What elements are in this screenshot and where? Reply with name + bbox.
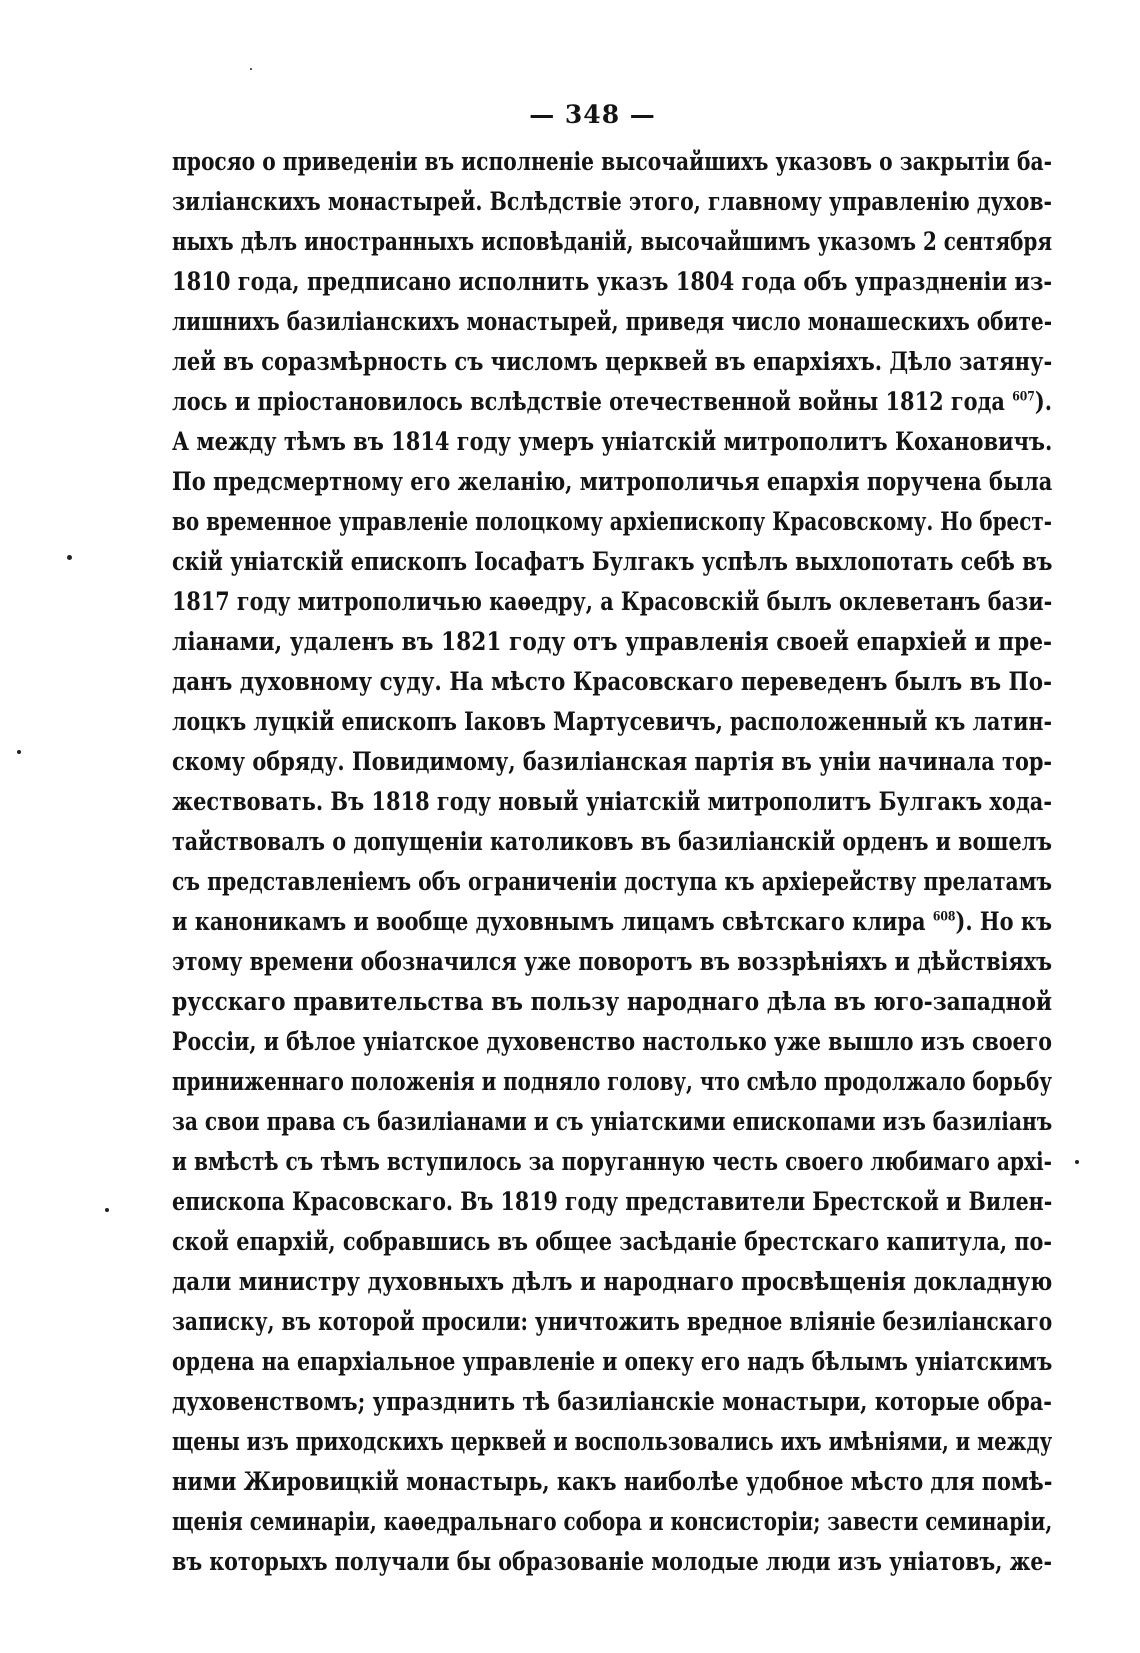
text-line: и вмѣстѣ съ тѣмъ вступилось за поруганную честь своего любимаго архi- (172, 1147, 1052, 1176)
text-line: за свои права съ базилiанами и съ унiатскими епископами изъ базилiанъ (172, 1107, 1053, 1136)
text-line: тайствовалъ о допущенiи католиковъ въ базилiанскiй орденъ и вошелъ (172, 827, 1052, 856)
text-line: дали министру духовныхъ дѣлъ и народнаго просвѣщенiя докладную (172, 1267, 1053, 1296)
text-line: жествовать. Въ 1818 году новый унiатскiй митрополитъ Булгакъ хода- (172, 787, 1052, 816)
text-line: епископа Красовскаго. Въ 1819 году представители Брестской и Вилен- (172, 1187, 1053, 1216)
text-line: ордена на епархiальное управленiе и опеку его надъ бѣлымъ унiатскимъ (172, 1347, 1053, 1376)
text-line: А между тѣмъ въ 1814 году умеръ унiатскiй митрополитъ Кохановичъ. (172, 427, 1053, 456)
footnote-ref-607: 607 (1012, 389, 1035, 405)
scan-speck (250, 68, 252, 70)
text-line: просяо о приведенiи въ исполненiе высочайшихъ указовъ о закрытiи ба- (172, 147, 1052, 176)
scan-speck (105, 1208, 109, 1212)
scan-speck (67, 555, 72, 560)
text-line: щены изъ приходскихъ церквей и воспользовались ихъ имѣнiями, и между (172, 1427, 1053, 1456)
text-line: По предсмертному его желанiю, митрополичья епархiя поручена была (172, 467, 1053, 496)
scan-speck (17, 750, 21, 754)
text-line: съ представленiемъ объ ограниченiи доступа къ архiерейству прелатамъ (172, 867, 1052, 896)
text-line: записку, въ которой просили: уничтожить вредное влiянiе безилiанскаго (172, 1307, 1053, 1336)
text-line: приниженнаго положенiя и подняло голову, что смѣло продолжало борьбу (172, 1067, 1053, 1096)
text-line-with-footnote (172, 382, 1052, 422)
text-line: зилiанскихъ монастырей. Вслѣдствiе этого, главному управленiю духов- (172, 187, 1053, 216)
text-line: лей въ соразмѣрность съ числомъ церквей въ епархiяхъ. Дѣло затяну- (172, 347, 1053, 376)
text-line: ныхъ дѣлъ иностранныхъ исповѣданiй, высочайшимъ указомъ 2 сентября (172, 227, 1053, 256)
text-line: ними Жировицкiй монастырь, какъ наиболѣе удобное мѣсто для помѣ- (172, 1467, 1053, 1496)
text-line: скому обряду. Повидимому, базилiанская партiя въ унiи начинала тор- (172, 747, 1053, 776)
footnote-close: ). (1034, 387, 1052, 416)
text-line: духовенствомъ; упразднить тѣ базилiанскiе монастыри, которые обра- (172, 1387, 1053, 1416)
text-line: русскаго правительства въ пользу народнаго дѣла въ юго-западной (172, 987, 1053, 1016)
scan-speck (1075, 1160, 1079, 1164)
text-line: лишнихъ базилiанскихъ монастырей, приведя число монашескихъ обите- (172, 307, 1053, 336)
text-line: 1817 году митрополичью каѳедру, а Красовскiй былъ оклеветанъ бази- (172, 587, 1053, 616)
footnote-close: ). Но къ (955, 907, 1052, 936)
text-line: данъ духовному суду. На мѣсто Красовскаго переведенъ былъ въ По- (172, 667, 1053, 696)
text-line: скiй унiатскiй епископъ Iосафатъ Булгакъ успѣлъ выхлопотать себѣ въ (172, 547, 1053, 576)
text-line: 1810 года, предписано исполнить указъ 1804 года объ упраздненiи из- (172, 267, 1053, 296)
text-line: лоцкъ луцкiй епископъ Iаковъ Мартусевичъ, расположенный къ латин- (172, 707, 1053, 736)
text-line: Россiи, и бѣлое унiатское духовенство настолько уже вышло изъ своего (172, 1027, 1053, 1056)
text-line: въ которыхъ получали бы образованiе молодые люди изъ унiатовъ, же- (172, 1547, 1053, 1576)
text-line-content: и каноникамъ и вообще духовнымъ лицамъ свѣтскаго клира (172, 907, 926, 936)
text-line-content: лось и прiостановилось вслѣдствiе отечественной войны 1812 года (172, 387, 1005, 416)
text-line: этому времени обозначился уже поворотъ въ воззрѣнiяхъ и дѣйствiяхъ (172, 947, 1052, 976)
text-line: лiанами, удаленъ въ 1821 году отъ управленiя своей епархiей и пре- (172, 627, 1053, 656)
text-line: щенiя семинарiи, каѳедральнаго собора и консисторiи; завести семинарiи, (172, 1507, 1053, 1536)
text-line: во временное управленiе полоцкому архiепископу Красовскому. Но брест- (172, 507, 1052, 536)
text-line: ской епархiй, собравшись въ общее засѣданiе брестскаго капитула, по- (172, 1227, 1053, 1256)
footnote-ref-608: 608 (932, 909, 956, 925)
page-number: — 348 — (529, 100, 656, 129)
text-line-with-footnote (172, 902, 1052, 942)
body-text (172, 142, 1052, 1582)
